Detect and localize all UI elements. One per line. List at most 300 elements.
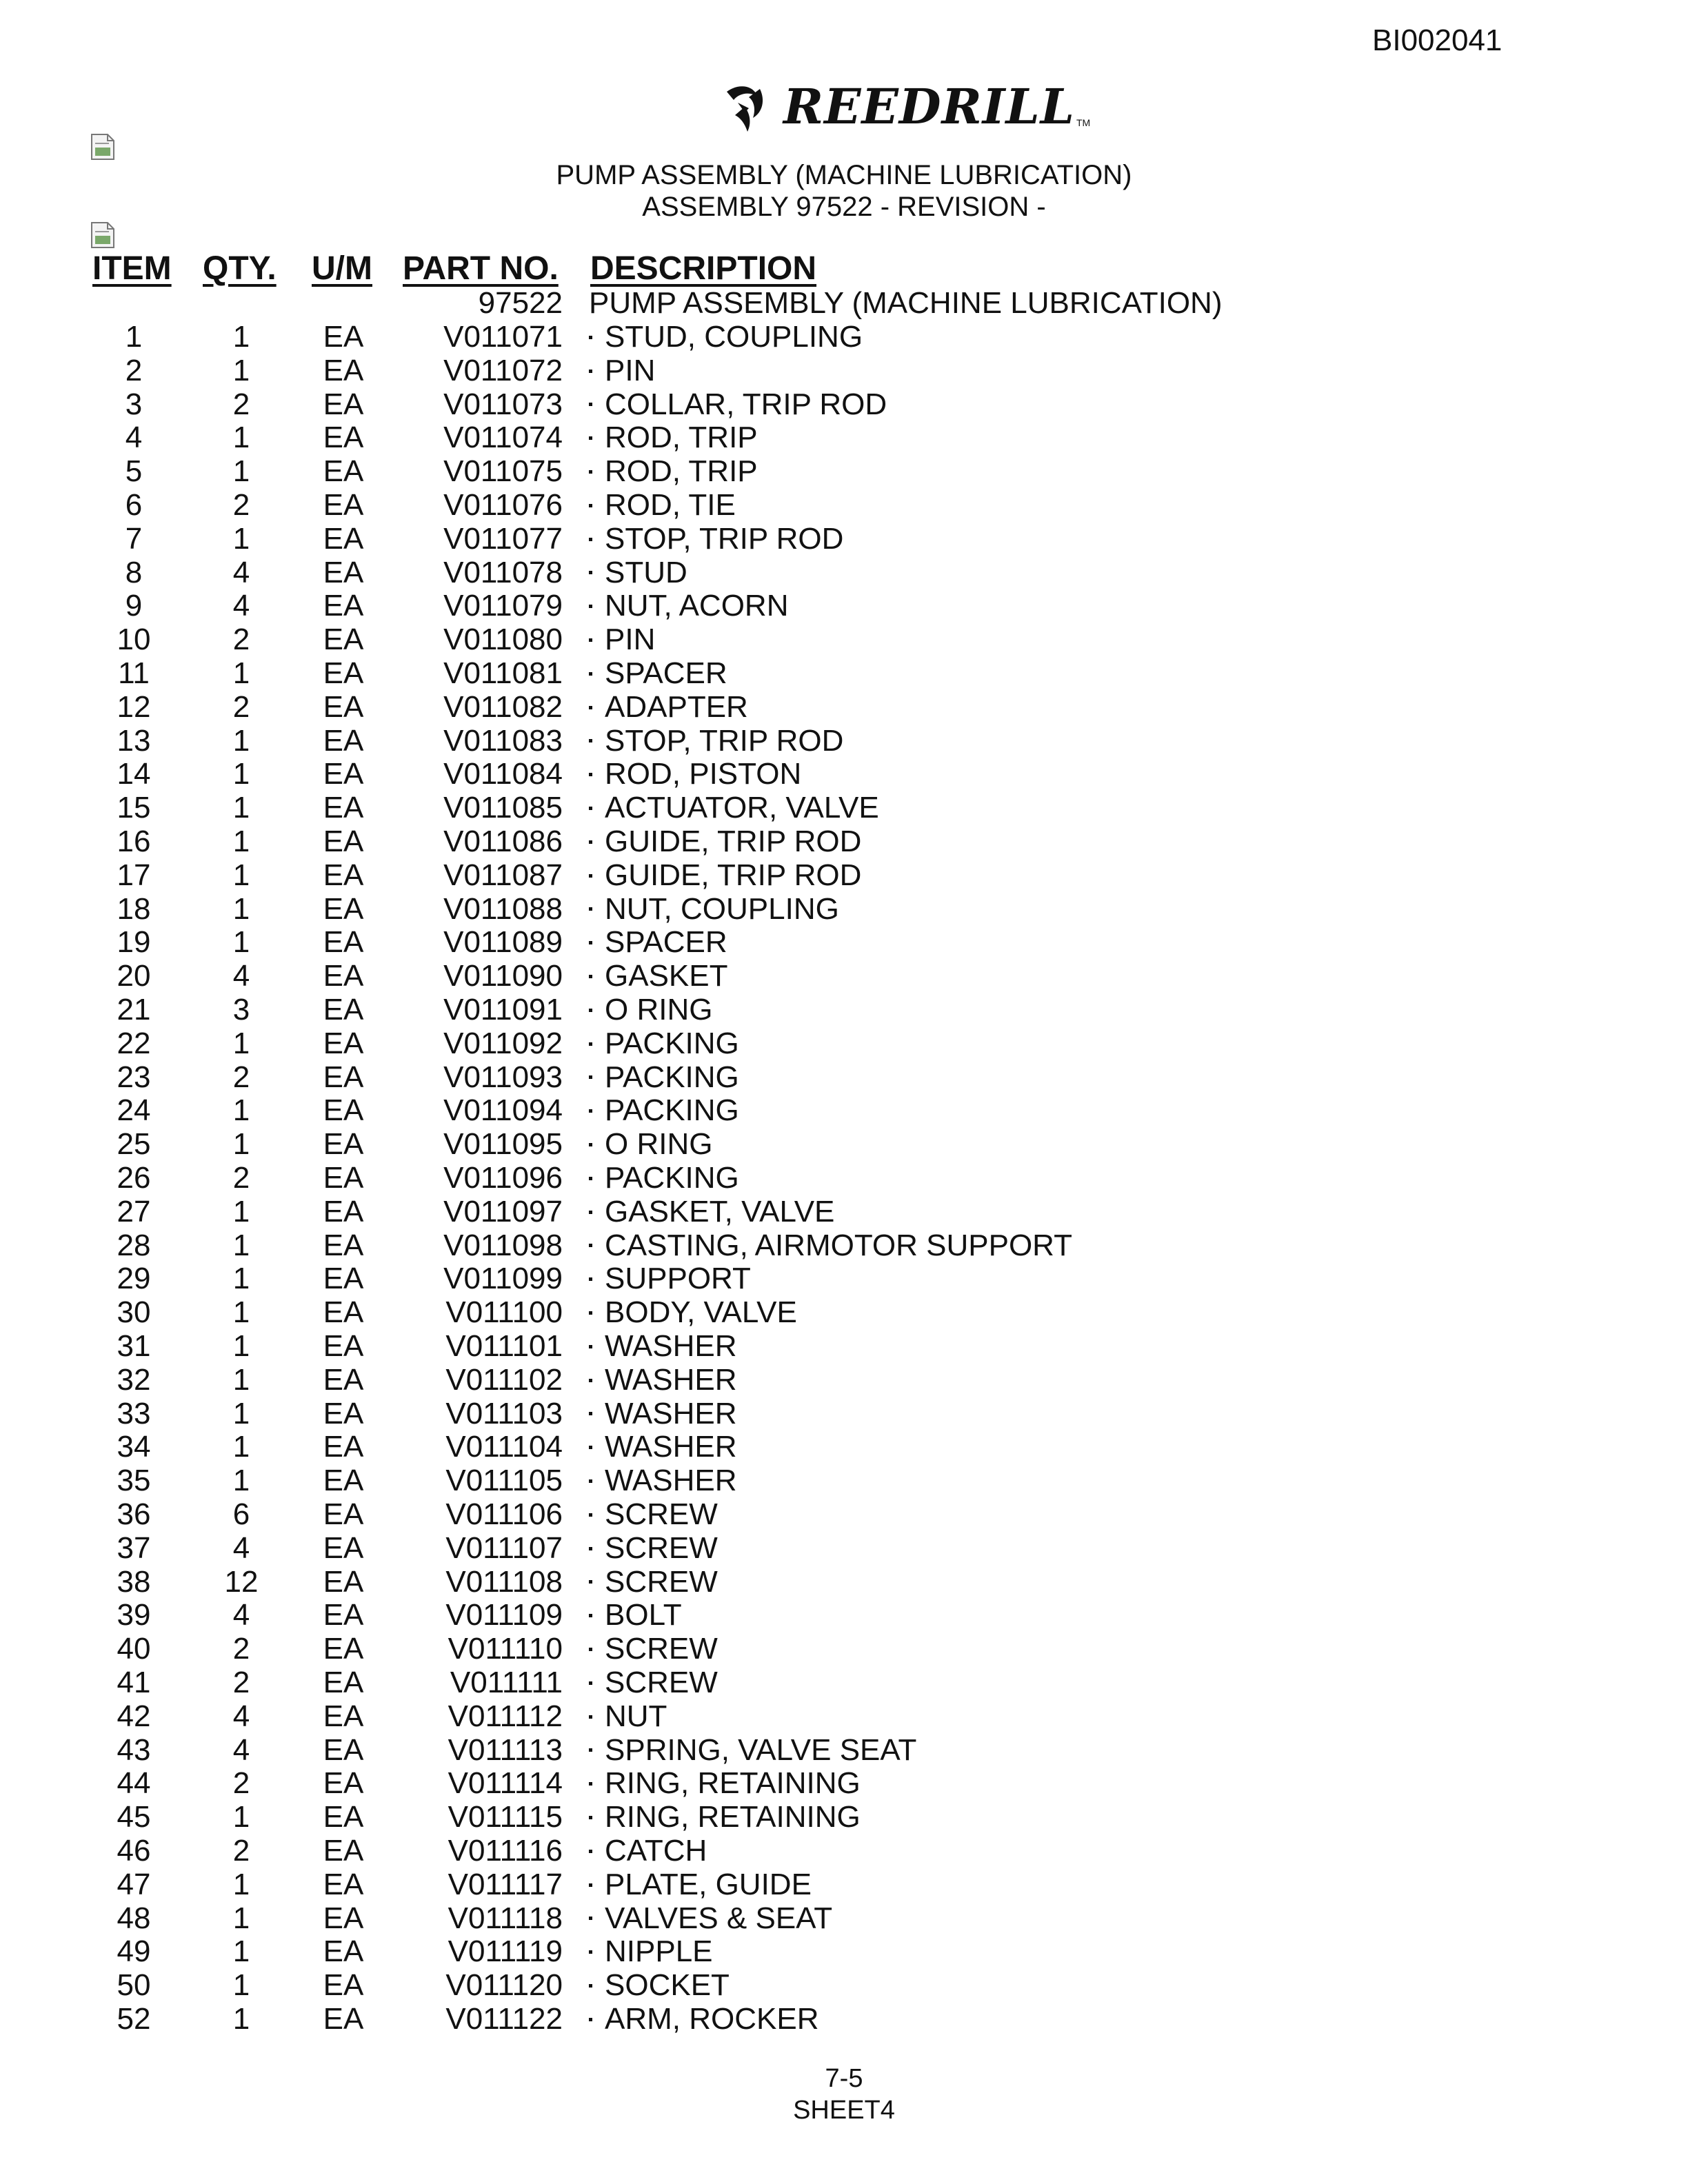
quantity: 1 [232,353,250,387]
quantity: 1 [232,320,250,354]
unit-of-measure: EA [323,1396,364,1430]
document-icon[interactable] [90,132,116,161]
table-row [0,556,1688,589]
quantity: 4 [232,555,250,589]
part-number: V011122 [445,2002,563,2036]
part-number: V011109 [445,1598,563,1632]
description-text: CASTING, AIRMOTOR SUPPORT [605,1228,1073,1262]
unit-of-measure: EA [323,1228,364,1262]
part-number: V011105 [445,1464,563,1498]
table-row [0,725,1688,758]
indent-bullet [589,571,592,574]
unit-of-measure: EA [323,1194,364,1228]
header-um: U/M [312,250,372,287]
description-text: NUT, ACORN [605,589,789,623]
description-text: ARM, ROCKER [605,2002,819,2036]
unit-of-measure: EA [323,555,364,589]
table-row [0,1330,1688,1363]
indent-bullet [589,370,592,373]
description [589,1162,739,1195]
description [589,1532,718,1565]
unit-of-measure: EA [323,320,364,354]
unit-of-measure: EA [323,454,364,489]
quantity: 1 [232,825,250,858]
description-text: SOCKET [605,1968,730,2003]
indent-bullet [589,975,592,978]
description [589,1801,861,1834]
description-text: VALVES & SEAT [605,1901,833,1935]
indent-bullet [589,2018,592,2021]
table-row [0,825,1688,858]
unit-of-measure: EA [323,1026,364,1060]
indent-bullet [589,436,592,440]
description [589,589,788,623]
quantity: 1 [232,521,250,556]
table-row [0,1700,1688,1733]
item-number: 31 [117,1329,151,1363]
unit-of-measure: EA [323,421,364,455]
page-number: 7-5 [825,2064,863,2093]
unit-of-measure: EA [323,1262,364,1296]
description [589,1868,812,1901]
description-text: SUPPORT [605,1262,751,1296]
item-number: 42 [117,1699,151,1733]
description [589,758,801,791]
quantity: 1 [232,2002,250,2036]
item-number: 50 [117,1968,151,2003]
quantity: 1 [232,858,250,892]
table-row [0,1666,1688,1699]
part-number: V011073 [443,387,563,421]
description [589,1229,1072,1262]
table-row [0,1430,1688,1464]
item-number: 40 [117,1632,151,1666]
item-number: 16 [117,825,151,858]
item-number: 24 [117,1093,151,1128]
unit-of-measure: EA [323,1800,364,1834]
description-text: GASKET, VALVE [605,1194,835,1228]
part-number: V011103 [445,1396,563,1430]
part-number: V011102 [445,1362,563,1397]
part-number: V011110 [448,1632,563,1666]
unit-of-measure: EA [323,925,364,960]
part-number: V011120 [445,1968,563,2003]
quantity: 2 [232,1060,250,1094]
table-row [0,1128,1688,1161]
unit-of-measure: EA [323,1666,364,1699]
document-icon[interactable] [90,221,116,250]
description [589,1734,916,1767]
unit-of-measure: EA [323,387,364,421]
item-number: 21 [117,993,151,1027]
item-number: 49 [117,1934,151,1969]
description-text: SCREW [605,1530,718,1565]
description-text: WASHER [605,1396,737,1430]
item-number: 8 [125,555,143,589]
description [589,859,861,892]
header-qty: QTY. [203,250,277,287]
description [589,623,655,656]
part-number: V011087 [443,858,563,892]
part-number: V011111 [450,1666,563,1699]
description-text: SPACER [605,925,727,960]
unit-of-measure: EA [323,1093,364,1128]
table-row [0,589,1688,623]
quantity: 1 [232,1026,250,1060]
description [589,2003,818,2036]
unit-of-measure: EA [323,1530,364,1565]
indent-bullet [589,638,592,642]
part-number: V011119 [448,1934,563,1969]
indent-bullet [589,907,592,911]
unit-of-measure: EA [323,1934,364,1969]
description [589,1969,730,2002]
indent-bullet [589,1850,592,1853]
item-number: 26 [117,1161,151,1195]
item-number: 44 [117,1766,151,1801]
quantity: 1 [232,1464,250,1498]
part-number: V011090 [443,959,563,993]
description-text: NUT, COUPLING [605,891,839,926]
page-subtitle: ASSEMBLY 97522 - REVISION - [642,192,1046,222]
table-row [0,1902,1688,1935]
indent-bullet [589,1917,592,1920]
part-number: V011081 [443,656,563,690]
indent-bullet [589,1648,592,1651]
description-text: STUD, COUPLING [605,320,863,354]
table-row [0,388,1688,421]
table-row [0,2003,1688,2036]
description-text: GUIDE, TRIP ROD [605,858,862,892]
description [589,993,712,1027]
description-text: ROD, TRIP [605,454,758,489]
description [589,455,758,488]
indent-bullet [589,1177,592,1180]
indent-bullet [589,336,592,339]
item-number: 38 [117,1564,151,1599]
table-row [0,791,1688,825]
table-row [0,1969,1688,2002]
page-title: PUMP ASSEMBLY (MACHINE LUBRICATION) [556,160,1132,190]
description [589,1128,712,1161]
quantity: 1 [232,656,250,690]
table-row [0,1464,1688,1497]
quantity: 1 [232,1093,250,1128]
part-number: V011078 [443,555,563,589]
description [589,556,687,589]
quantity: 4 [232,959,250,993]
quantity: 1 [232,891,250,926]
part-number: V011116 [448,1834,563,1868]
unit-of-measure: EA [323,825,364,858]
table-row [0,1935,1688,1968]
table-row [0,1162,1688,1195]
unit-of-measure: EA [323,1901,364,1935]
table-row [0,1532,1688,1565]
quantity: 1 [232,421,250,455]
part-number: V011097 [443,1194,563,1228]
indent-bullet [589,403,592,406]
part-number: V011071 [443,320,563,354]
quantity: 1 [232,791,250,825]
unit-of-measure: EA [323,488,364,522]
indent-bullet [589,1782,592,1786]
unit-of-measure: EA [323,1329,364,1363]
indent-bullet [589,1379,592,1382]
part-number: V011096 [443,1161,563,1195]
table-row [0,893,1688,926]
unit-of-measure: EA [323,1867,364,1901]
description-text: PLATE, GUIDE [605,1867,812,1901]
unit-of-measure: EA [323,1430,364,1464]
description-text: ROD, TRIP [605,421,758,455]
sheet-label: SHEET4 [793,2096,895,2125]
description [589,1061,739,1094]
quantity: 1 [232,1934,250,1969]
item-number: 3 [125,387,143,421]
item-number: 43 [117,1732,151,1767]
quantity: 1 [232,1127,250,1162]
item-number: 10 [117,623,151,657]
description-text: ACTUATOR, VALVE [605,791,879,825]
table-row [0,1262,1688,1295]
description-text: WASHER [605,1329,737,1363]
description [589,1599,682,1632]
header-part-no: PART NO. [403,250,559,287]
indent-bullet [589,1042,592,1046]
description-text: GUIDE, TRIP ROD [605,825,862,858]
part-number: V011075 [443,454,563,489]
unit-of-measure: EA [323,1127,364,1162]
description-text: O RING [605,993,713,1027]
item-number: 36 [117,1497,151,1531]
description [589,1262,751,1295]
description [589,321,863,354]
quantity: 4 [232,1732,250,1767]
indent-bullet [589,538,592,541]
description-text: COLLAR, TRIP ROD [605,387,887,421]
unit-of-measure: EA [323,1497,364,1531]
description-text: WASHER [605,1362,737,1397]
quantity: 1 [232,1295,250,1330]
indent-bullet [589,1950,592,1954]
table-row [0,758,1688,791]
description-text: PIN [605,353,656,387]
part-number: V011089 [443,925,563,960]
assembly-part-no: 97522 [478,286,563,320]
table-row [0,354,1688,387]
indent-bullet [589,941,592,944]
table-row [0,1734,1688,1767]
assembly-row [0,287,1688,320]
header-description: DESCRIPTION [590,250,817,287]
quantity: 1 [232,1800,250,1834]
item-number: 32 [117,1362,151,1397]
part-number: V011098 [443,1228,563,1262]
indent-bullet [589,739,592,742]
description-text: PIN [605,623,656,657]
item-number: 47 [117,1867,151,1901]
table-row [0,523,1688,556]
description [589,691,748,724]
table-row [0,859,1688,892]
description-text: SCREW [605,1632,718,1666]
document-id: BI002041 [1372,23,1503,57]
item-number: 9 [125,589,143,623]
table-row [0,1027,1688,1060]
quantity: 1 [232,757,250,791]
indent-bullet [589,773,592,776]
item-number: 48 [117,1901,151,1935]
description-text: STUD [605,555,687,589]
part-number: V011091 [443,993,563,1027]
item-number: 1 [125,320,143,354]
quantity: 1 [232,1867,250,1901]
description [589,1027,739,1060]
quantity: 1 [232,1194,250,1228]
description [589,725,843,758]
header-item: ITEM [92,250,172,287]
unit-of-measure: EA [323,757,364,791]
quantity: 6 [232,1497,250,1531]
description [589,1700,667,1733]
part-number: V011106 [445,1497,563,1531]
quantity: 2 [232,488,250,522]
table-row [0,960,1688,993]
description [589,1364,737,1397]
description-text: SCREW [605,1666,718,1699]
quantity: 1 [232,1901,250,1935]
item-number: 41 [117,1666,151,1699]
unit-of-measure: EA [323,1564,364,1599]
part-number: V011104 [445,1430,563,1464]
indent-bullet [589,470,592,474]
indent-bullet [589,1479,592,1483]
indent-bullet [589,1311,592,1315]
description-text: ADAPTER [605,689,748,724]
unit-of-measure: EA [323,521,364,556]
description-text: SCREW [605,1564,718,1599]
description-text: NUT [605,1699,667,1733]
quantity: 2 [232,1632,250,1666]
indent-bullet [589,1816,592,1819]
table-row [0,1801,1688,1834]
quantity: 1 [232,1396,250,1430]
part-number: V011112 [448,1699,563,1733]
description-text: PACKING [605,1060,739,1094]
indent-bullet [589,1345,592,1348]
table-row [0,1296,1688,1329]
description [589,1094,739,1127]
indent-bullet [589,1009,592,1012]
indent-bullet [589,1580,592,1584]
indent-bullet [589,874,592,878]
item-number: 18 [117,891,151,926]
part-number: V011117 [448,1867,563,1901]
unit-of-measure: EA [323,959,364,993]
description [589,489,736,522]
description [589,388,887,421]
quantity: 1 [232,1430,250,1464]
part-number: V011099 [443,1262,563,1296]
table-row [0,691,1688,724]
description-text: ROD, TIE [605,488,736,522]
unit-of-measure: EA [323,353,364,387]
item-number: 27 [117,1194,151,1228]
item-number: 35 [117,1464,151,1498]
description-text: NIPPLE [605,1934,713,1969]
unit-of-measure: EA [323,1732,364,1767]
description-text: GASKET [605,959,728,993]
table-row [0,926,1688,959]
part-number: V011092 [443,1026,563,1060]
item-number: 45 [117,1800,151,1834]
unit-of-measure: EA [323,1834,364,1868]
part-number: V011080 [443,623,563,657]
part-number: V011076 [443,488,563,522]
reedrill-swirl-logo-icon [717,77,776,136]
description [589,1464,737,1497]
indent-bullet [589,1681,592,1685]
quantity: 1 [232,723,250,758]
description [589,791,879,825]
quantity: 1 [232,925,250,960]
description [589,960,728,993]
table-row [0,455,1688,488]
assembly-description: PUMP ASSEMBLY (MACHINE LUBRICATION) [589,286,1223,320]
part-number: V011113 [448,1732,563,1767]
description-text: SPACER [605,656,727,690]
description-text: SCREW [605,1497,718,1531]
description [589,1296,797,1329]
quantity: 1 [232,1228,250,1262]
part-number: V011085 [443,791,563,825]
item-number: 29 [117,1262,151,1296]
part-number: V011072 [443,353,563,387]
quantity: 1 [232,1262,250,1296]
description [589,825,861,858]
description-text: ROD, PISTON [605,757,802,791]
unit-of-measure: EA [323,1362,364,1397]
description [589,1397,737,1430]
description [589,1195,834,1228]
unit-of-measure: EA [323,1632,364,1666]
item-number: 23 [117,1060,151,1094]
quantity: 1 [232,1362,250,1397]
part-number: V011086 [443,825,563,858]
unit-of-measure: EA [323,1295,364,1330]
indent-bullet [589,1109,592,1113]
description [589,523,843,556]
unit-of-measure: EA [323,1699,364,1733]
unit-of-measure: EA [323,1161,364,1195]
item-number: 13 [117,723,151,758]
indent-bullet [589,1513,592,1517]
unit-of-measure: EA [323,656,364,690]
part-number: V011077 [443,521,563,556]
description-text: O RING [605,1127,713,1162]
description [589,1834,707,1868]
indent-bullet [589,1075,592,1079]
item-number: 6 [125,488,143,522]
quantity: 1 [232,1329,250,1363]
quantity: 1 [232,1968,250,2003]
part-number: V011093 [443,1060,563,1094]
indent-bullet [589,1143,592,1146]
logo-wordmark: REEDRILL [783,77,1075,135]
indent-bullet [589,840,592,844]
item-number: 7 [125,521,143,556]
